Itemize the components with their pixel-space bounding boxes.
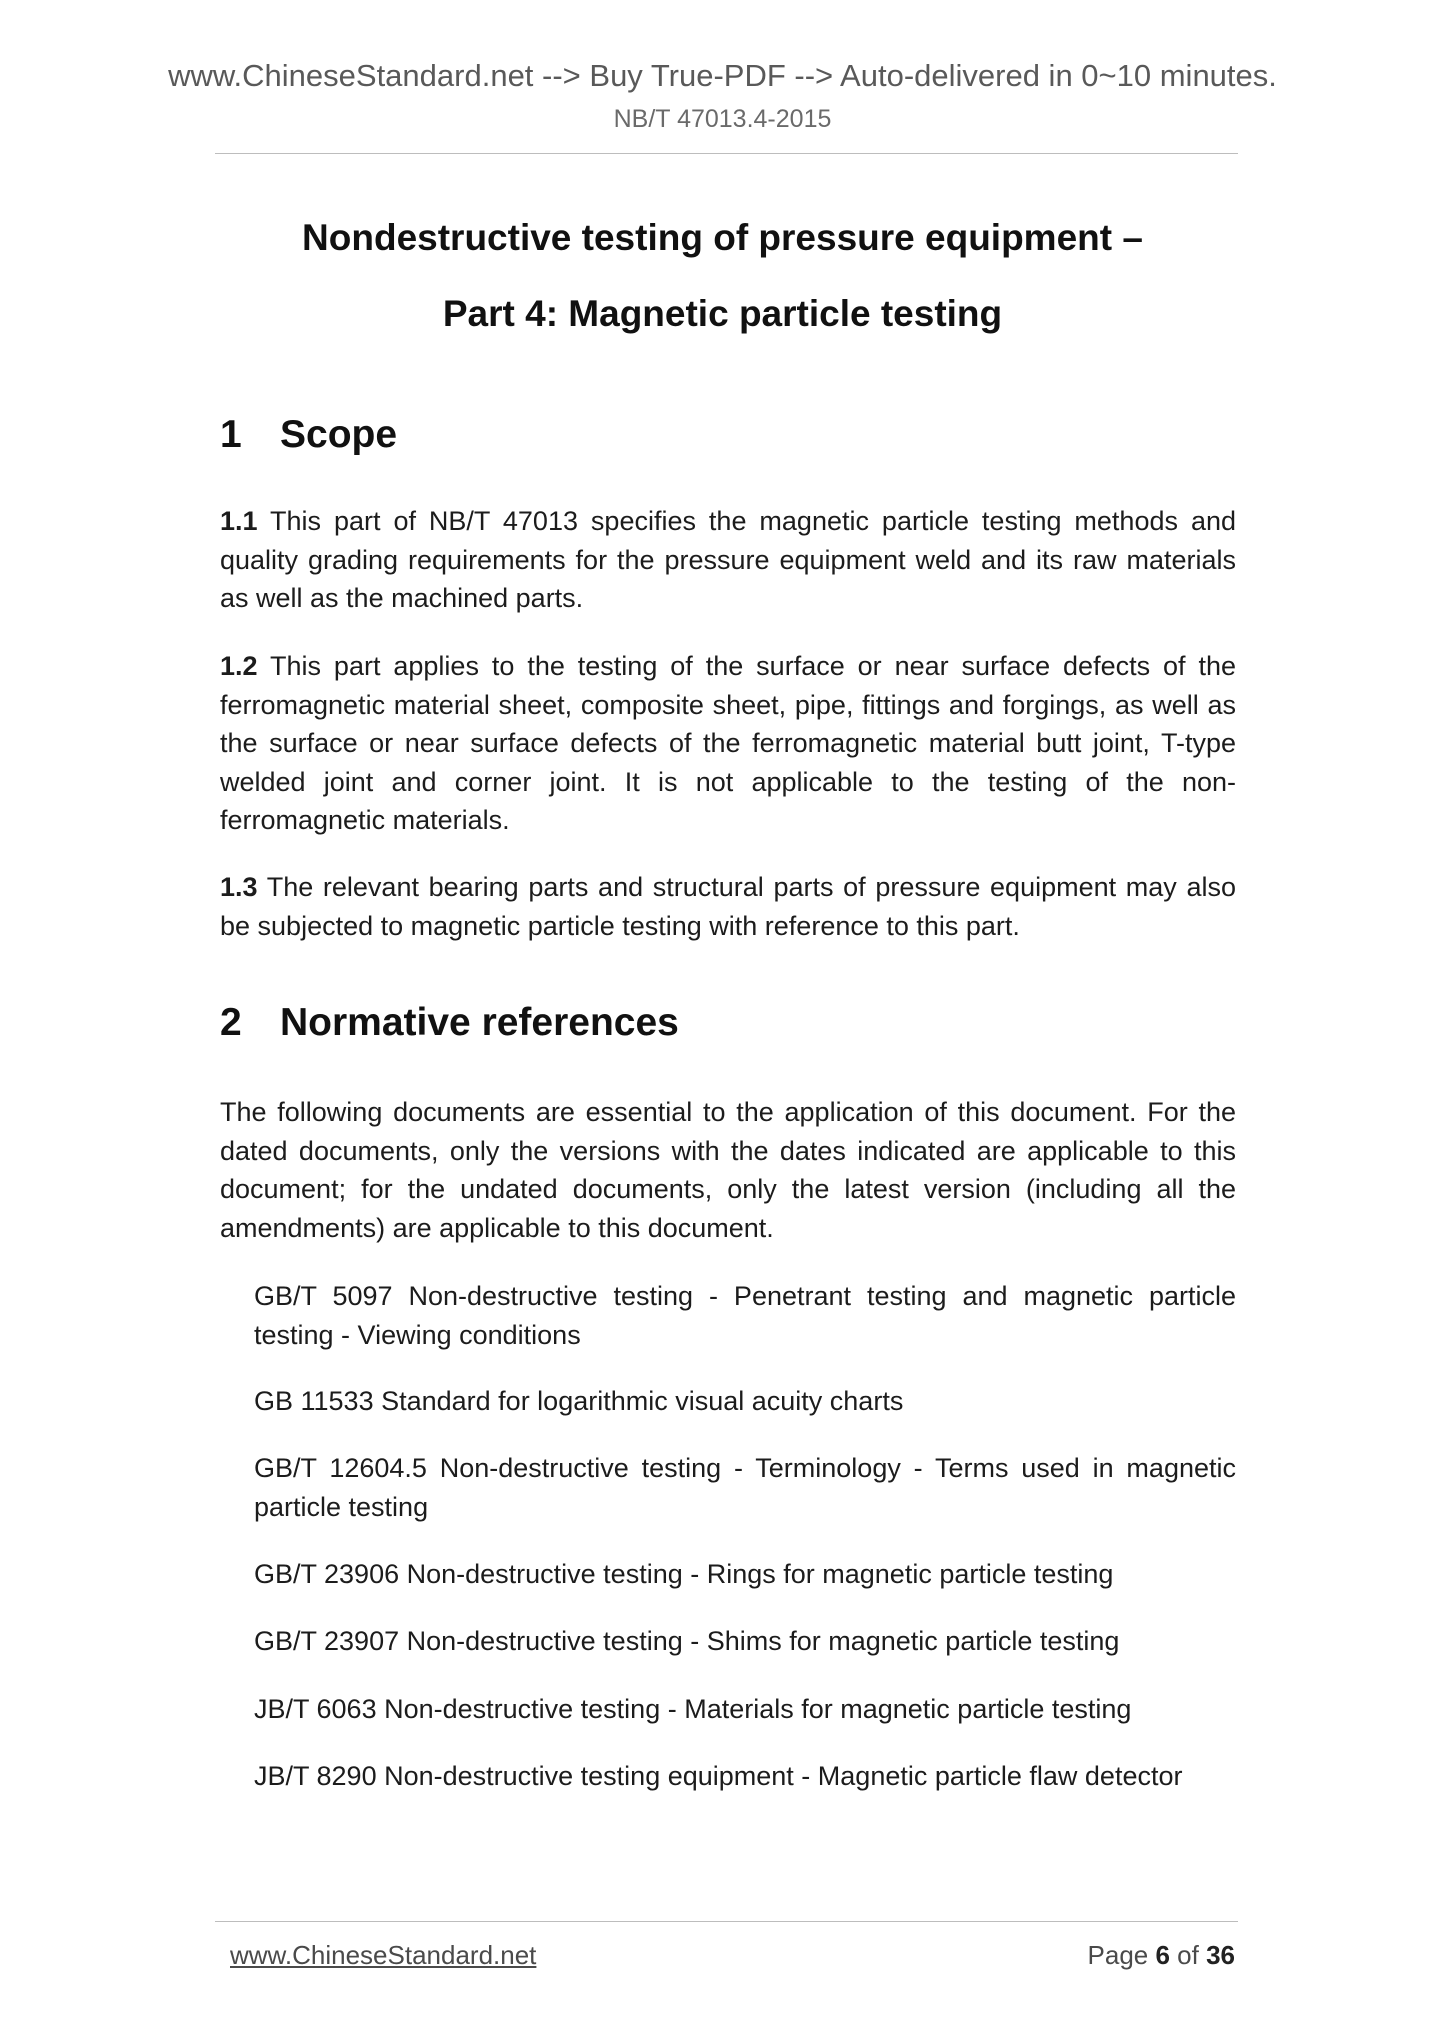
clause-number: 1.1 bbox=[220, 506, 258, 536]
footer-website-link[interactable]: www.ChineseStandard.net bbox=[230, 1940, 537, 1970]
page-of: of bbox=[1169, 1940, 1207, 1970]
section-1-heading bbox=[220, 413, 397, 457]
section-2-intro: The following documents are essential to the application of this document. For the dated documents, only the versions with the dates indicated are applicable to this document; for the undated documents, only the latest version (including all the amendments) are applicable to this document. bbox=[220, 1097, 1236, 1243]
page-prefix: Page bbox=[1087, 1940, 1156, 1970]
page-current: 6 bbox=[1155, 1940, 1170, 1970]
reference-item: JB/T 8290 Non-destructive testing equipment - Magnetic particle flaw detector bbox=[254, 1761, 1183, 1791]
reference-item: GB/T 23907 Non-destructive testing - Shims for magnetic particle testing bbox=[254, 1626, 1120, 1656]
section-number: 2 bbox=[220, 1001, 242, 1044]
section-2-heading bbox=[220, 1001, 679, 1045]
reference-item: GB/T 12604.5 Non-destructive testing - Terminology - Terms used in magnetic particle testing bbox=[254, 1453, 1236, 1522]
header-divider bbox=[215, 153, 1238, 154]
reference-item: GB/T 5097 Non-destructive testing - Penetrant testing and magnetic particle testing - Viewing conditions bbox=[254, 1281, 1236, 1350]
document-title-line2: Part 4: Magnetic particle testing bbox=[442, 293, 1003, 334]
document-title-line1: Nondestructive testing of pressure equipment – bbox=[302, 217, 1143, 258]
reference-item: GB 11533 Standard for logarithmic visual acuity charts bbox=[254, 1386, 904, 1416]
section-title: Scope bbox=[280, 413, 398, 456]
section-title: Normative references bbox=[280, 1001, 679, 1044]
clause-text: The relevant bearing parts and structural parts of pressure equipment may also be subjected to magnetic particle testing with reference to this part. bbox=[220, 872, 1236, 941]
clause-number: 1.3 bbox=[220, 872, 258, 902]
page-indicator bbox=[1088, 1940, 1235, 1971]
clause-1-3 bbox=[220, 868, 1236, 945]
header-banner: www.ChineseStandard.net --> Buy True-PDF --> Auto-delivered in 0~10 minutes. bbox=[168, 58, 1277, 93]
section-number: 1 bbox=[220, 413, 242, 456]
reference-item: JB/T 6063 Non-destructive testing - Materials for magnetic particle testing bbox=[254, 1694, 1132, 1724]
clause-number: 1.2 bbox=[220, 651, 258, 681]
reference-item: GB/T 23906 Non-destructive testing - Rings for magnetic particle testing bbox=[254, 1559, 1114, 1589]
footer-divider bbox=[215, 1921, 1238, 1922]
clause-text: This part of NB/T 47013 specifies the magnetic particle testing methods and quality grading requirements for the pressure equipment weld and its raw materials as well as the machined parts. bbox=[220, 506, 1236, 613]
clause-1-2 bbox=[220, 647, 1236, 840]
header-doc-code: NB/T 47013.4-2015 bbox=[613, 105, 832, 133]
clause-1-1 bbox=[220, 502, 1236, 618]
page-total: 36 bbox=[1206, 1940, 1235, 1970]
clause-text: This part applies to the testing of the surface or near surface defects of the ferromagnetic material sheet, composite sheet, pipe, fittings and forgings, as well as the surface or near surface defects of the ferromagnetic material butt joint, T-type welded joint and corner joint. It is not applicable to the testing of the non-ferromagnetic materials. bbox=[220, 651, 1236, 835]
